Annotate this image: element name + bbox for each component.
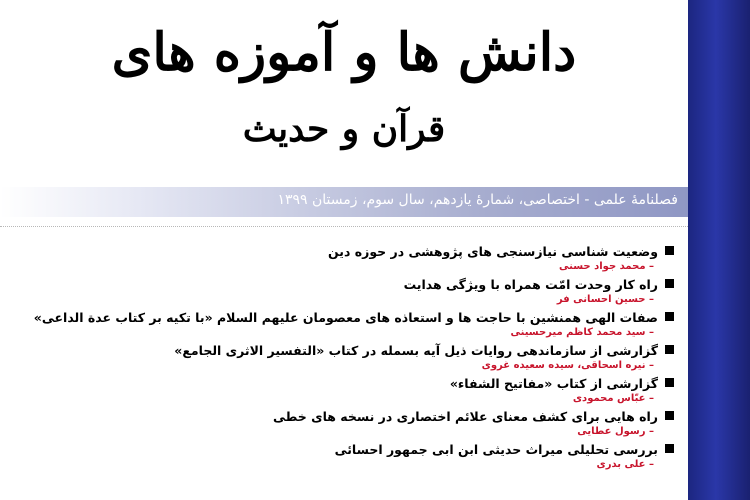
- square-bullet-icon: [665, 246, 674, 255]
- article-title: راه هایی برای کشف معنای علائم اختصاری در نسخه های خطی: [272, 409, 658, 424]
- toc-item[interactable]: [0, 244, 688, 277]
- article-title: وضعیت شناسی نیازسنجی های پژوهشی در حوزه دین: [328, 244, 658, 259]
- square-bullet-icon: [665, 444, 674, 453]
- decorative-blue-strip: [688, 0, 750, 500]
- article-title: صفات الهی همنشین با حاجت ها و استعاذه های معصومان علیهم السلام «با تکیه بر کتاب عدة الداعی»: [33, 310, 658, 325]
- square-bullet-icon: [665, 378, 674, 387]
- journal-title: دانش ها و آموزه های: [111, 22, 577, 83]
- issue-banner: [0, 187, 688, 217]
- article-author: – عبّاس محمودی: [572, 393, 654, 404]
- article-title: گزارشی از سازماندهی روایات ذیل آیه بسمله در کتاب «التفسیر الاثری الجامع»: [174, 343, 658, 358]
- issue-line: فصلنامۀ علمی - اختصاصی، شمارۀ یازدهم، سال سوم، زمستان ۱۳۹۹: [277, 192, 678, 208]
- toc-item[interactable]: [0, 376, 688, 409]
- toc-item[interactable]: [0, 442, 688, 475]
- article-author: – نیره اسحاقی، سیده سعیده غروی: [481, 360, 654, 371]
- article-author: – محمد جواد حسنی: [559, 261, 654, 272]
- dotted-divider: [0, 226, 688, 228]
- toc-item[interactable]: [0, 277, 688, 310]
- square-bullet-icon: [665, 411, 674, 420]
- journal-subtitle: قرآن و حدیث: [242, 108, 446, 150]
- article-author: – علی بدری: [596, 459, 654, 470]
- article-author: – حسین احسانی فر: [556, 294, 654, 305]
- article-title: راه کار وحدت امّت همراه با ویژگی هدایت: [403, 277, 658, 292]
- article-author: – رسول عطایی: [577, 426, 654, 437]
- toc-item[interactable]: [0, 343, 688, 376]
- toc-item[interactable]: [0, 310, 688, 343]
- square-bullet-icon: [665, 279, 674, 288]
- article-title: گزارشی از کتاب «مفاتیح الشفاء»: [449, 376, 658, 391]
- square-bullet-icon: [665, 312, 674, 321]
- toc-item[interactable]: [0, 409, 688, 442]
- square-bullet-icon: [665, 345, 674, 354]
- article-author: – سید محمد کاظم میرحسینی: [510, 327, 654, 338]
- table-of-contents: [0, 244, 688, 475]
- article-title: بررسی تحلیلی میراث حدیثی ابن ابی جمهور احسائی: [334, 442, 658, 457]
